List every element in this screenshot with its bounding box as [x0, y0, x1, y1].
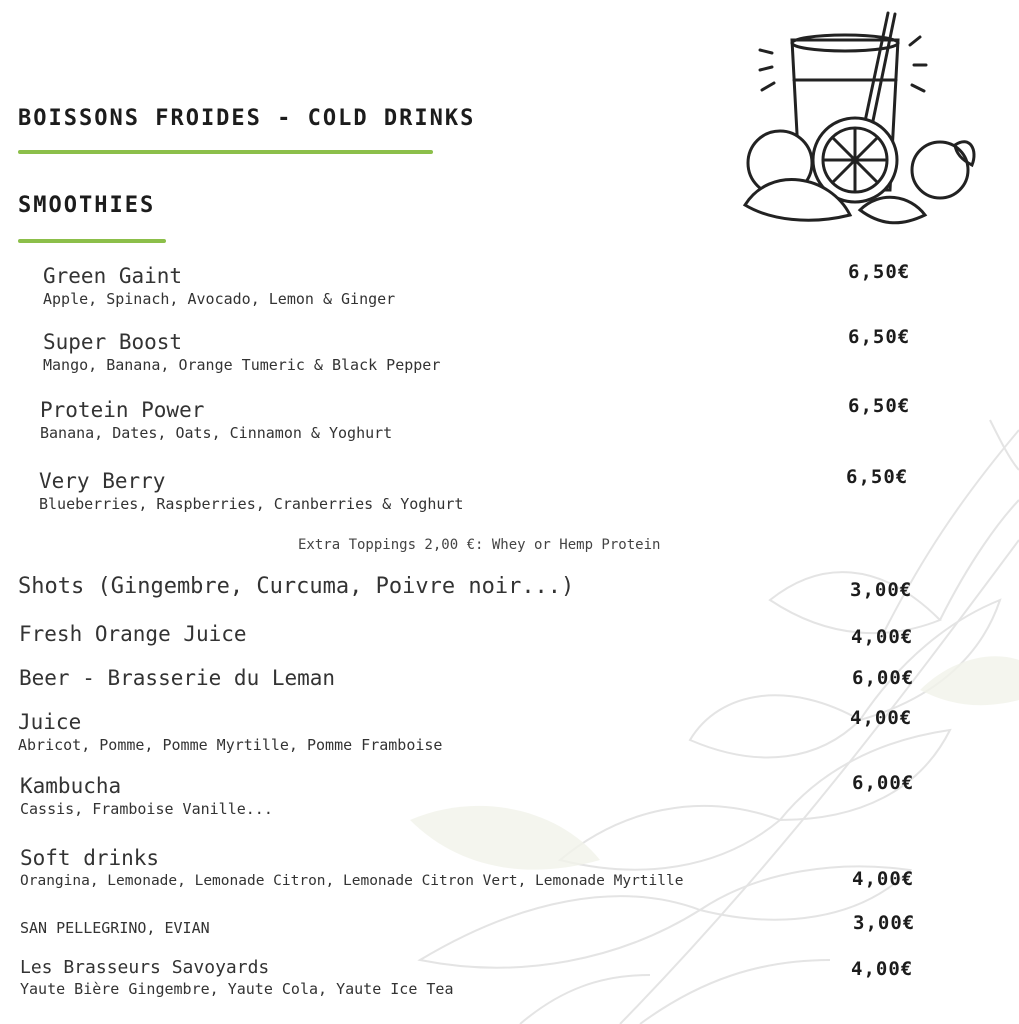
item-price: 6,50€ [846, 466, 909, 488]
item-price: 4,00€ [851, 626, 914, 648]
item-price: 6,00€ [852, 772, 915, 794]
item-name: Fresh Orange Juice [19, 622, 247, 646]
item-description: Cassis, Framboise Vanille... [20, 800, 273, 818]
item-description: Abricot, Pomme, Pomme Myrtille, Pomme Framboise [18, 736, 443, 754]
section-title-underline [18, 150, 433, 154]
menu-item-protein-power [40, 397, 392, 443]
menu-item-water [20, 918, 210, 938]
menu-item-beer [19, 665, 335, 691]
menu-item-very-berry [39, 468, 463, 514]
item-description: Orangina, Lemonade, Lemonade Citron, Lemonade Citron Vert, Lemonade Myrtille [20, 873, 684, 889]
item-price: 6,50€ [848, 326, 911, 348]
menu-item-brasseurs-savoyards [20, 957, 453, 999]
item-price: 3,00€ [850, 579, 913, 601]
item-name: Beer - Brasserie du Leman [19, 666, 336, 690]
item-price: 3,00€ [853, 912, 916, 934]
item-price: 6,50€ [848, 261, 911, 283]
item-description: SAN PELLEGRINO, EVIAN [20, 919, 210, 937]
menu-item-green-gaint [43, 263, 395, 309]
item-name: Super Boost [43, 330, 183, 354]
item-name: Les Brasseurs Savoyards [20, 957, 270, 978]
item-name: Shots (Gingembre, Curcuma, Poivre noir...) [18, 574, 575, 599]
smoothie-glass-with-oranges-icon [730, 5, 980, 240]
item-name: Soft drinks [20, 846, 160, 870]
menu-item-juice [18, 709, 442, 755]
item-description: Mango, Banana, Orange Tumeric & Black Pepper [43, 356, 441, 374]
menu-item-soft-drinks [20, 845, 683, 891]
item-description: Yaute Bière Gingembre, Yaute Cola, Yaute Ice Tea [20, 980, 454, 998]
item-price: 6,50€ [848, 395, 911, 417]
menu-item-kambucha [20, 773, 273, 819]
item-price: 4,00€ [852, 868, 915, 890]
subsection-title-underline [18, 239, 166, 243]
item-price: 6,00€ [852, 667, 915, 689]
item-price: 4,00€ [850, 707, 913, 729]
item-name: Protein Power [40, 398, 205, 422]
section-title: BOISSONS FROIDES - COLD DRINKS [18, 106, 476, 131]
item-price: 4,00€ [851, 958, 914, 980]
menu-item-shots [18, 574, 574, 600]
item-name: Green Gaint [43, 264, 183, 288]
item-name: Juice [18, 710, 82, 734]
menu-item-super-boost [43, 329, 440, 375]
subsection-title: SMOOTHIES [18, 193, 156, 218]
item-description: Blueberries, Raspberries, Cranberries & Yoghurt [39, 495, 464, 513]
item-name: Kambucha [20, 774, 122, 798]
menu-item-fresh-orange-juice [19, 621, 247, 647]
item-description: Banana, Dates, Oats, Cinnamon & Yoghurt [40, 424, 393, 442]
item-name: Very Berry [39, 469, 166, 493]
extra-toppings-note: Extra Toppings 2,00 €: Whey or Hemp Protein [298, 537, 661, 553]
item-description: Apple, Spinach, Avocado, Lemon & Ginger [43, 290, 396, 308]
